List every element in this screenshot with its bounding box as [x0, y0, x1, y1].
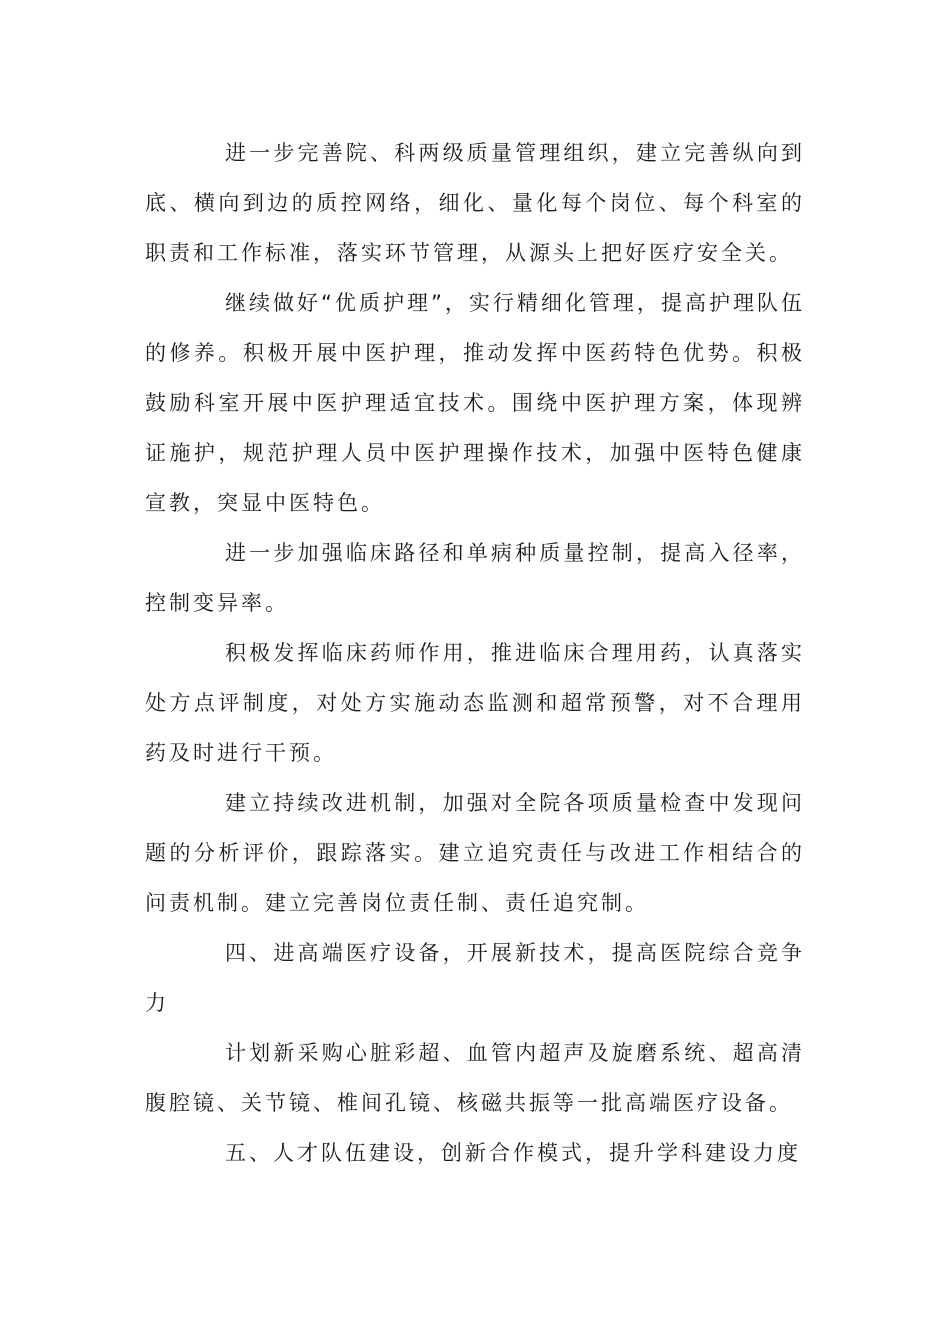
section-heading-talent: 五、人才队伍建设，创新合作模式，提升学科建设力度: [225, 1141, 801, 1165]
paragraph-quality-organization: 进一步完善院、科两级质量管理组织，建立完善纵向到底、横向到边的质控网络，细化、量化每个岗位、每个科室的职责和工作标准，落实环节管理，从源头上把好医疗安全关。: [145, 141, 805, 265]
paragraph-continuous-improvement: 建立持续改进机制，加强对全院各项质量检查中发现问题的分析评价，跟踪落实。建立追究责任与改进工作相结合的问责机制。建立完善岗位责任制、责任追究制。: [145, 791, 805, 915]
paragraph-equipment-plan: 计划新采购心脏彩超、血管内超声及旋磨系统、超高清腹腔镜、关节镜、椎间孔镜、核磁共振等一批高端医疗设备。: [145, 1041, 805, 1115]
document-body: [145, 128, 805, 1178]
paragraph-clinical-pathway: 进一步加强临床路径和单病种质量控制，提高入径率，控制变异率。: [145, 541, 805, 615]
section-heading-equipment: 四、进高端医疗设备，开展新技术，提高医院综合竞争力: [145, 941, 805, 1015]
paragraph-quality-nursing: 继续做好“优质护理”，实行精细化管理，提高护理队伍的修养。积极开展中医护理，推动发挥中医药特色优势。积极鼓励科室开展中医护理适宜技术。围绕中医护理方案，体现辨证施护，规范护理人员中医护理操作技术，加强中医特色健康宣教，突显中医特色。: [145, 291, 805, 515]
paragraph-clinical-pharmacist: 积极发挥临床药师作用，推进临床合理用药，认真落实处方点评制度，对处方实施动态监测和超常预警，对不合理用药及时进行干预。: [145, 641, 805, 765]
